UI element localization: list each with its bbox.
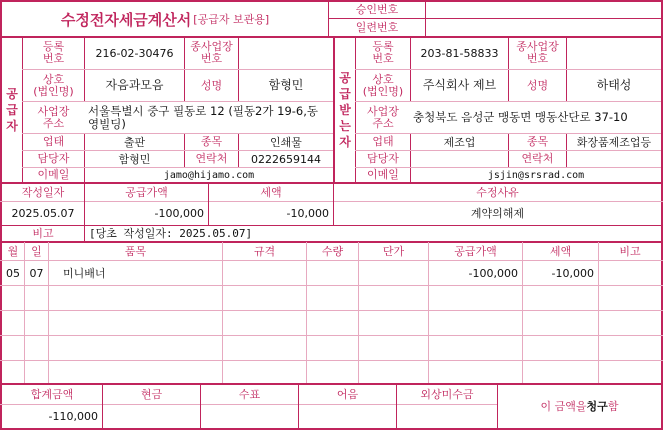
page-title <box>2 2 328 36</box>
item-qty <box>307 261 358 285</box>
buyer-side-label: 공 급 받 는 자 <box>339 71 351 149</box>
table-row <box>2 361 661 383</box>
supplier-item: 인쇄물 <box>270 135 302 149</box>
footer-note-label: 어음 <box>336 388 359 401</box>
buyer-addr: 충청북도 음성군 맹동면 맹동산단로 37-10 <box>413 110 628 124</box>
buyer-rep-label: 성명 <box>526 78 549 92</box>
supplier-sub-biz-no <box>239 37 333 69</box>
buyer-name: 주식회사 제브 <box>422 78 497 92</box>
supplier-item-label: 종목 <box>200 135 223 148</box>
supplier-addr: 서울특별시 중구 필동로 12 (필동2가 19-6,동영빌딩) <box>88 103 318 131</box>
buyer-email: jsjin@srsrad.com <box>487 169 585 181</box>
buyer-manager-label: 담당자 <box>367 152 399 165</box>
summary-date: 2025.05.07 <box>11 207 75 220</box>
footer-total: -110,000 <box>48 410 98 423</box>
buyer-name-label: 상호 (법인명) <box>362 72 404 98</box>
buyer-sub-biz-no <box>567 37 661 69</box>
item-spec <box>223 261 306 285</box>
supplier-type: 출판 <box>123 135 146 149</box>
footer-check-label: 수표 <box>238 388 261 401</box>
supplier-contact: 0222659144 <box>251 152 321 166</box>
buyer-addr-label: 사업장 주소 <box>367 104 399 130</box>
item-month: 05 <box>6 266 20 280</box>
serial-no-value <box>426 19 661 36</box>
footer-cash-label: 현금 <box>140 388 163 401</box>
footer-cash <box>103 405 200 428</box>
supplier-email: jamo@hijamo.com <box>163 169 255 181</box>
footer-credit <box>397 405 497 428</box>
summary-supply: -100,000 <box>154 207 204 220</box>
supplier-reg-no-label: 등록 번호 <box>42 40 65 65</box>
table-row <box>2 286 661 310</box>
claim-post: 함 <box>607 400 619 413</box>
buyer-type-label: 업태 <box>372 135 394 148</box>
buyer-sub-biz-label: 종사업장 번호 <box>516 40 559 65</box>
table-row <box>2 336 661 360</box>
item-note <box>599 261 661 285</box>
footer-note <box>299 405 396 428</box>
supplier-reg-no: 216-02-30476 <box>95 46 174 60</box>
supplier-manager: 함형민 <box>118 152 151 166</box>
supplier-rep: 함형민 <box>268 78 304 92</box>
summary-date-label: 작성일자 <box>21 185 65 199</box>
footer-check <box>201 405 298 428</box>
supplier-contact-label: 연락처 <box>195 152 228 165</box>
footer-total-label: 합계금액 <box>30 388 74 401</box>
table-row <box>2 311 661 335</box>
supplier-addr-label: 사업장 주소 <box>37 104 70 130</box>
summary-note: [당초 작성일자: 2025.05.07] <box>89 227 253 240</box>
item-name: 미니배너 <box>63 266 106 280</box>
buyer-item-label: 종목 <box>526 135 549 148</box>
buyer-reg-no: 203-81-58833 <box>420 46 499 60</box>
supplier-manager-label: 담당자 <box>37 152 70 165</box>
buyer-contact <box>567 151 661 167</box>
serial-no-label: 일련번호 <box>355 20 399 34</box>
summary-tax-label: 세액 <box>260 185 282 199</box>
supplier-type-label: 업태 <box>42 135 65 148</box>
col-day-header: 일 <box>31 244 42 258</box>
item-price <box>359 261 428 285</box>
col-tax-header: 세액 <box>549 244 572 258</box>
col-price-header: 단가 <box>382 244 405 258</box>
item-tax: -10,000 <box>551 266 594 280</box>
summary-tax: -10,000 <box>286 207 329 220</box>
item-day: 07 <box>29 266 44 280</box>
col-name-header: 품목 <box>124 244 147 258</box>
col-month-header: 월 <box>7 244 19 258</box>
claim-pre: 이 금액을 <box>540 400 587 413</box>
supplier-rep-label: 성명 <box>200 78 223 92</box>
buyer-item: 화장품제조업등 <box>576 135 652 149</box>
title-text: 수정전자세금계산서 <box>60 10 192 29</box>
supplier-side-label: 공 급 자 <box>6 87 18 133</box>
buyer-reg-no-label: 등록 번호 <box>372 40 394 65</box>
supplier-email-label: 이메일 <box>37 168 70 181</box>
buyer-rep: 하태성 <box>596 78 632 92</box>
summary-supply-label: 공급가액 <box>125 185 168 199</box>
approval-no-value <box>426 2 661 18</box>
buyer-email-label: 이메일 <box>367 168 399 181</box>
claim-statement <box>498 386 661 428</box>
table-row <box>2 261 661 285</box>
col-note-header: 비고 <box>619 244 641 258</box>
supplier-name-label: 상호 (법인명) <box>33 72 74 98</box>
summary-note-label: 비고 <box>32 226 54 240</box>
col-qty-header: 수량 <box>321 244 344 258</box>
item-supply: -100,000 <box>468 266 518 280</box>
supplier-name: 자음과모음 <box>105 78 164 92</box>
claim-word: 청구 <box>586 400 608 413</box>
summary-reason: 계약의해제 <box>470 207 525 220</box>
buyer-manager <box>411 151 508 167</box>
buyer-contact-label: 연락처 <box>521 152 554 165</box>
col-supply-header: 공급가액 <box>454 244 497 258</box>
supplier-sub-biz-label: 종사업장 번호 <box>190 40 233 65</box>
buyer-type: 제조업 <box>443 135 476 149</box>
summary-reason-label: 수정사유 <box>476 185 519 199</box>
title-subtitle: [공급자 보관용] <box>193 13 270 26</box>
footer-credit-label: 외상미수금 <box>420 388 474 401</box>
col-spec-header: 규격 <box>253 244 276 258</box>
approval-no-label: 승인번호 <box>355 3 399 16</box>
